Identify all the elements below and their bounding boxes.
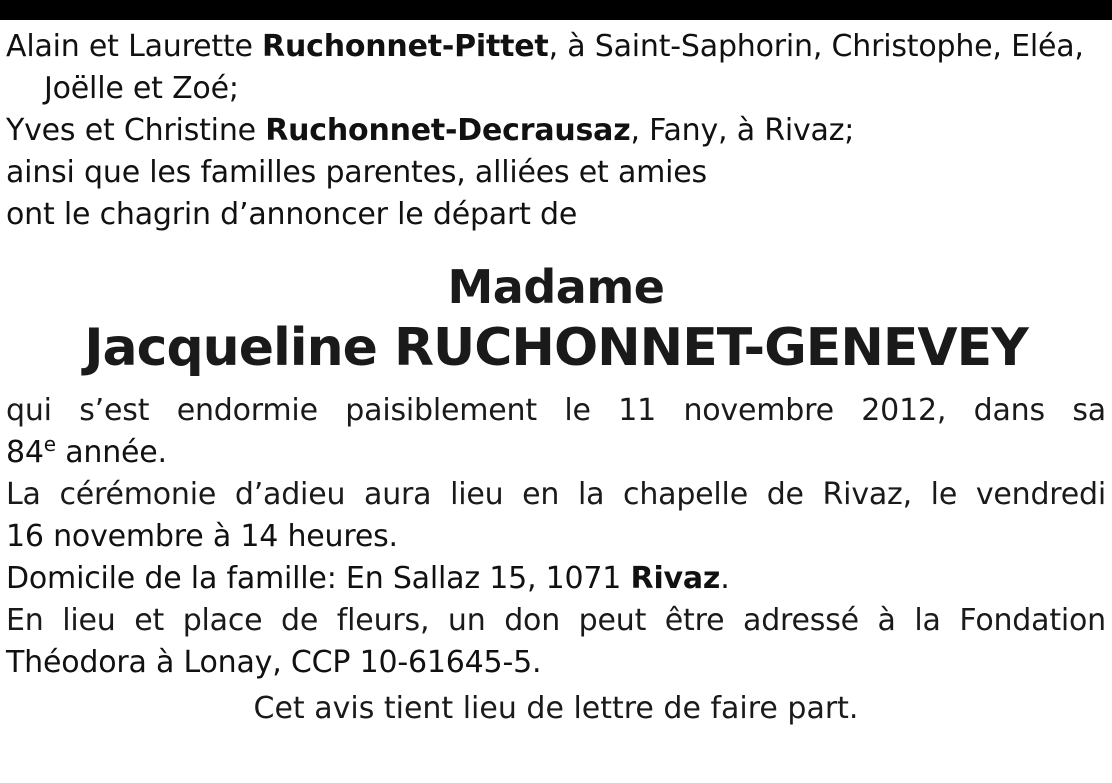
age-number: 84 bbox=[6, 435, 44, 470]
family-line-1-suffix: , à Saint-Saphorin, Christophe, Eléa, bbox=[548, 29, 1084, 64]
family-address-prefix: Domicile de la famille: En Sallaz 15, 1071 bbox=[6, 561, 631, 596]
family-line-1-surname: Ruchonnet-Pittet bbox=[262, 29, 549, 64]
family-line-5: ont le chagrin d’annoncer le départ de bbox=[6, 197, 578, 232]
deceased-name-block bbox=[6, 258, 1106, 380]
donation-line-2: Théodora à Lonay, CCP 10-61645-5. bbox=[6, 645, 542, 680]
family-address-line bbox=[6, 558, 1106, 600]
family-line-2: Joëlle et Zoé; bbox=[44, 71, 239, 106]
notice-content bbox=[0, 26, 1112, 730]
family-line-1 bbox=[6, 26, 1106, 68]
family-line-3-surname: Ruchonnet-Decrausaz bbox=[265, 113, 631, 148]
closing-line: Cet avis tient lieu de lettre de faire part. bbox=[253, 691, 859, 726]
family-line-3-suffix: , Fany, à Rivaz; bbox=[630, 113, 855, 148]
family-line-3 bbox=[6, 110, 1106, 152]
deceased-name: Jacqueline RUCHONNET-GENEVEY bbox=[84, 318, 1028, 378]
deceased-title: Madame bbox=[447, 260, 665, 314]
ceremony-line-2: 16 novembre à 14 heures. bbox=[6, 519, 398, 554]
ceremony-line-1: La cérémonie d’adieu aura lieu en la chapelle de Rivaz, le vendredi bbox=[6, 477, 1106, 512]
donation-line-1: En lieu et place de fleurs, un don peut être adressé à la Fondation bbox=[6, 603, 1106, 638]
age-line bbox=[6, 432, 1106, 474]
family-address-suffix: . bbox=[720, 561, 730, 596]
age-ordinal-suffix: e bbox=[43, 432, 56, 456]
age-text: année. bbox=[55, 435, 167, 470]
family-line-3-prefix: Yves et Christine bbox=[6, 113, 266, 148]
family-line-1-prefix: Alain et Laurette bbox=[6, 29, 263, 64]
death-date-line: qui s’est endormie paisiblement le 11 novembre 2012, dans sa bbox=[6, 393, 1106, 428]
family-line-4: ainsi que les familles parentes, alliées et amies bbox=[6, 155, 707, 190]
top-rule bbox=[0, 0, 1112, 20]
family-address-town: Rivaz bbox=[630, 561, 721, 596]
